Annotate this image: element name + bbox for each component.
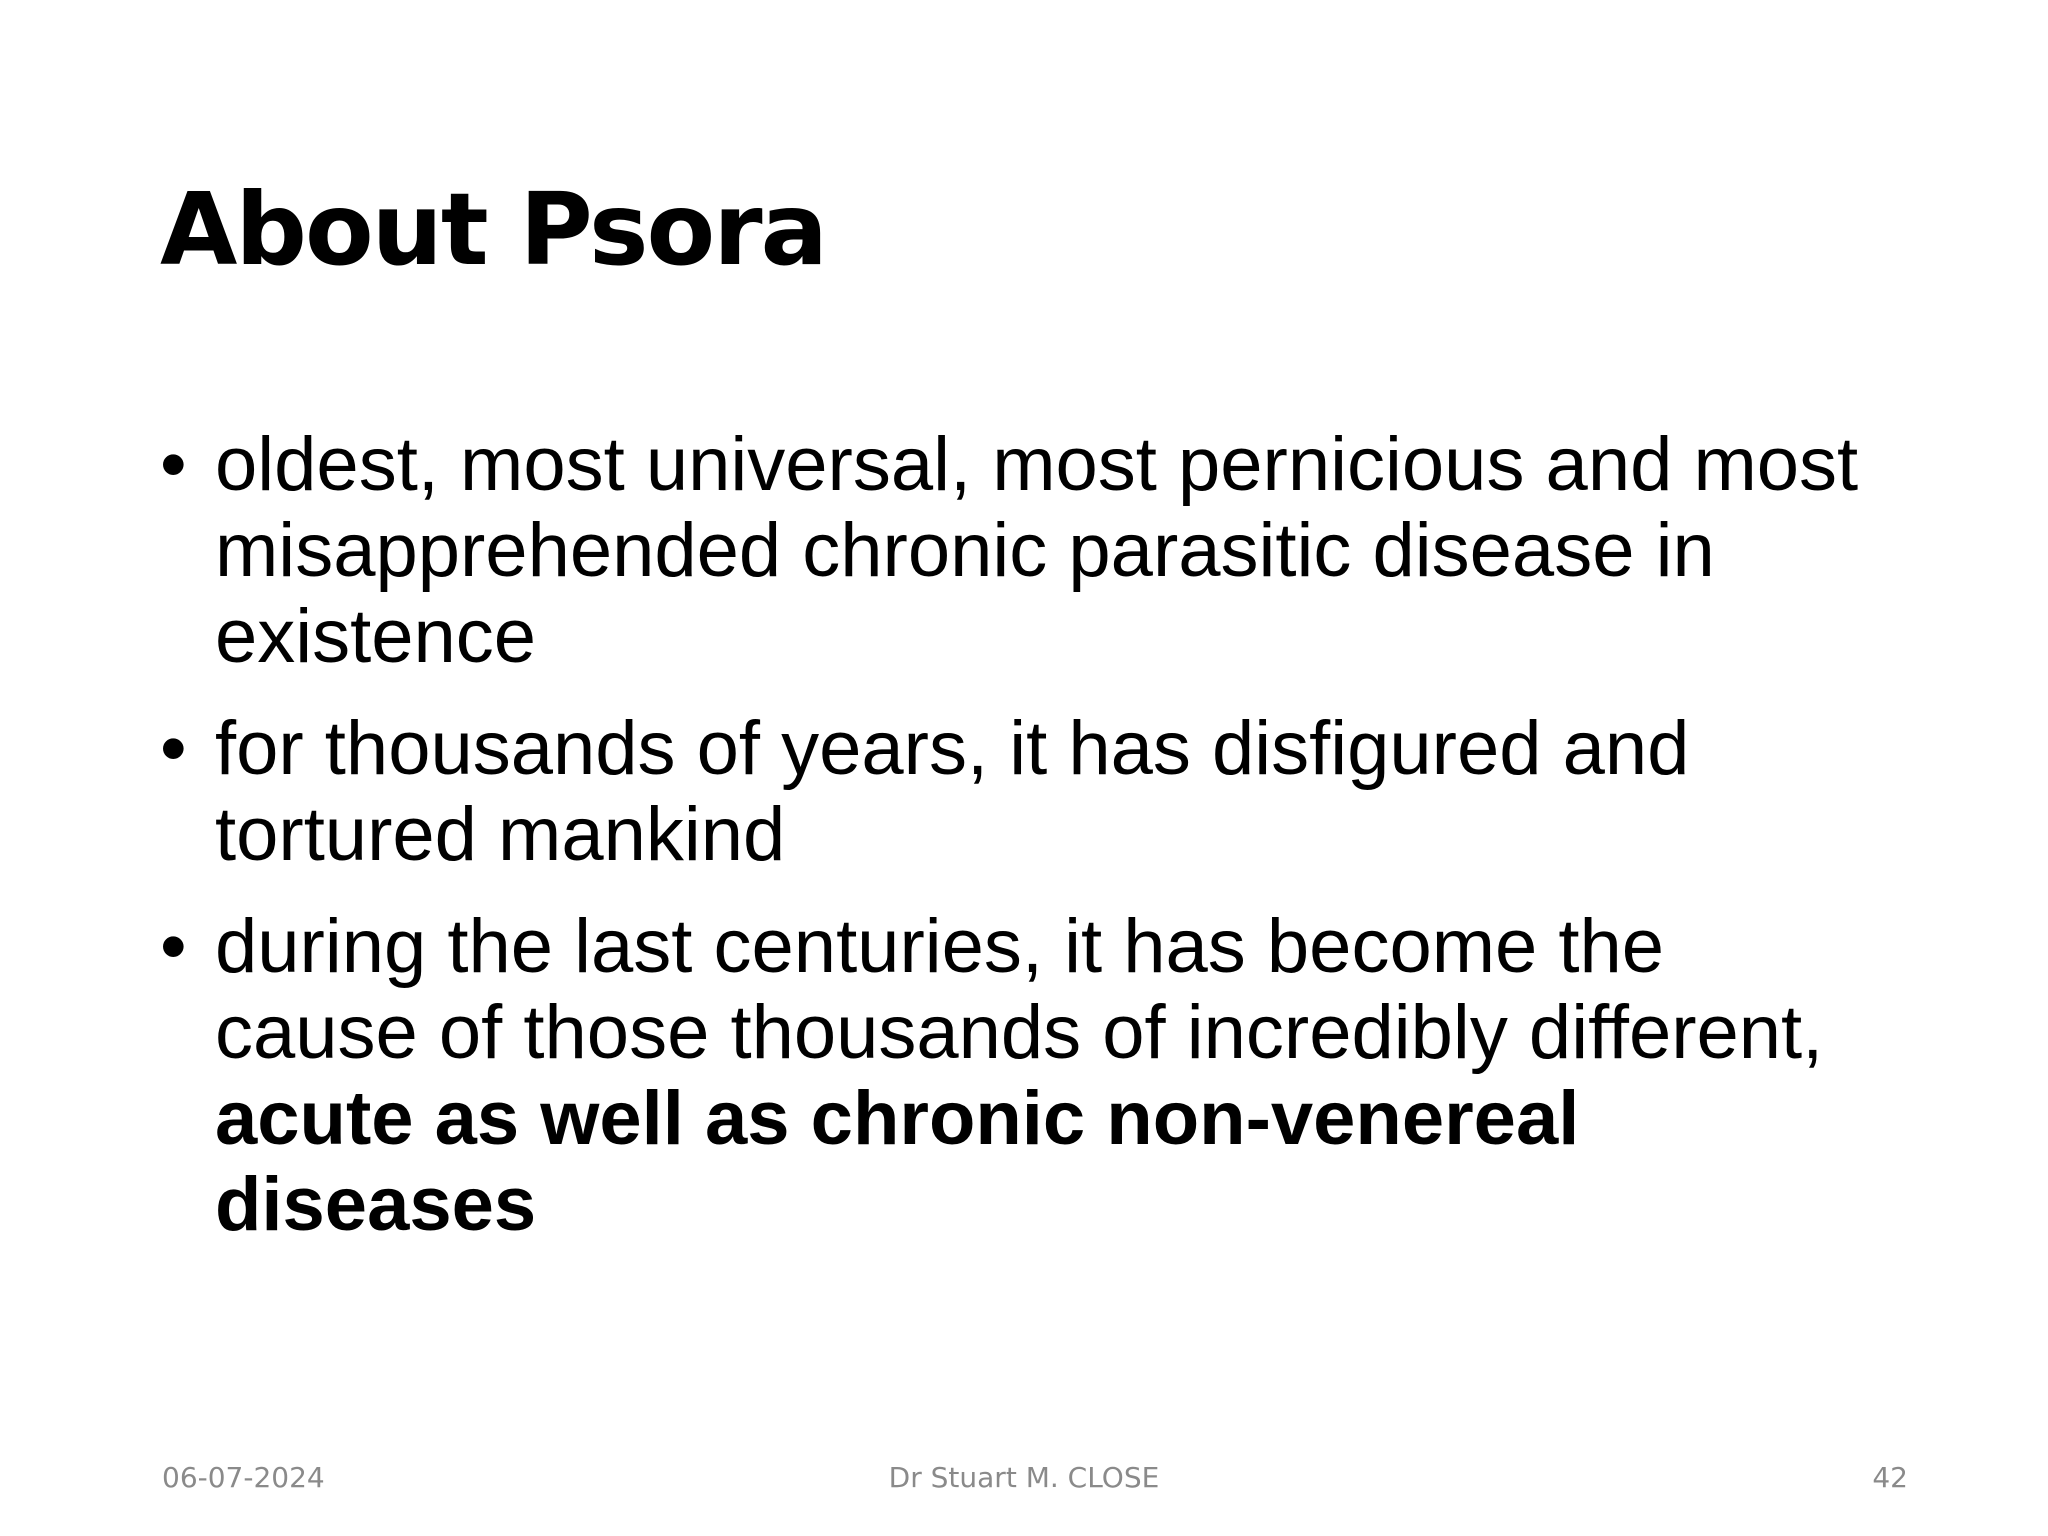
footer-page-number: 42 — [1872, 1461, 1908, 1494]
bullet-text: during the last centuries, it has become the cause of those thousands of incredibly different, — [215, 904, 1824, 1075]
footer-author: Dr Stuart M. CLOSE — [888, 1461, 1160, 1494]
bullet-icon: • — [160, 706, 187, 791]
bullet-item — [160, 706, 1860, 878]
bullet-item — [160, 904, 1860, 1248]
bullet-icon: • — [160, 904, 187, 989]
bullet-bold-text: acute as well as chronic non-venereal diseases — [215, 1076, 1580, 1247]
bullet-icon: • — [160, 422, 187, 507]
bullet-text: for thousands of years, it has disfigured and tortured mankind — [215, 706, 1690, 877]
bullet-text: oldest, most universal, most pernicious and most misapprehended chronic parasitic disease in existence — [215, 422, 1859, 679]
footer-date: 06-07-2024 — [162, 1461, 325, 1494]
bullet-item — [160, 422, 1860, 680]
bullet-list — [160, 422, 1860, 1274]
slide-title: About Psora — [160, 171, 827, 288]
